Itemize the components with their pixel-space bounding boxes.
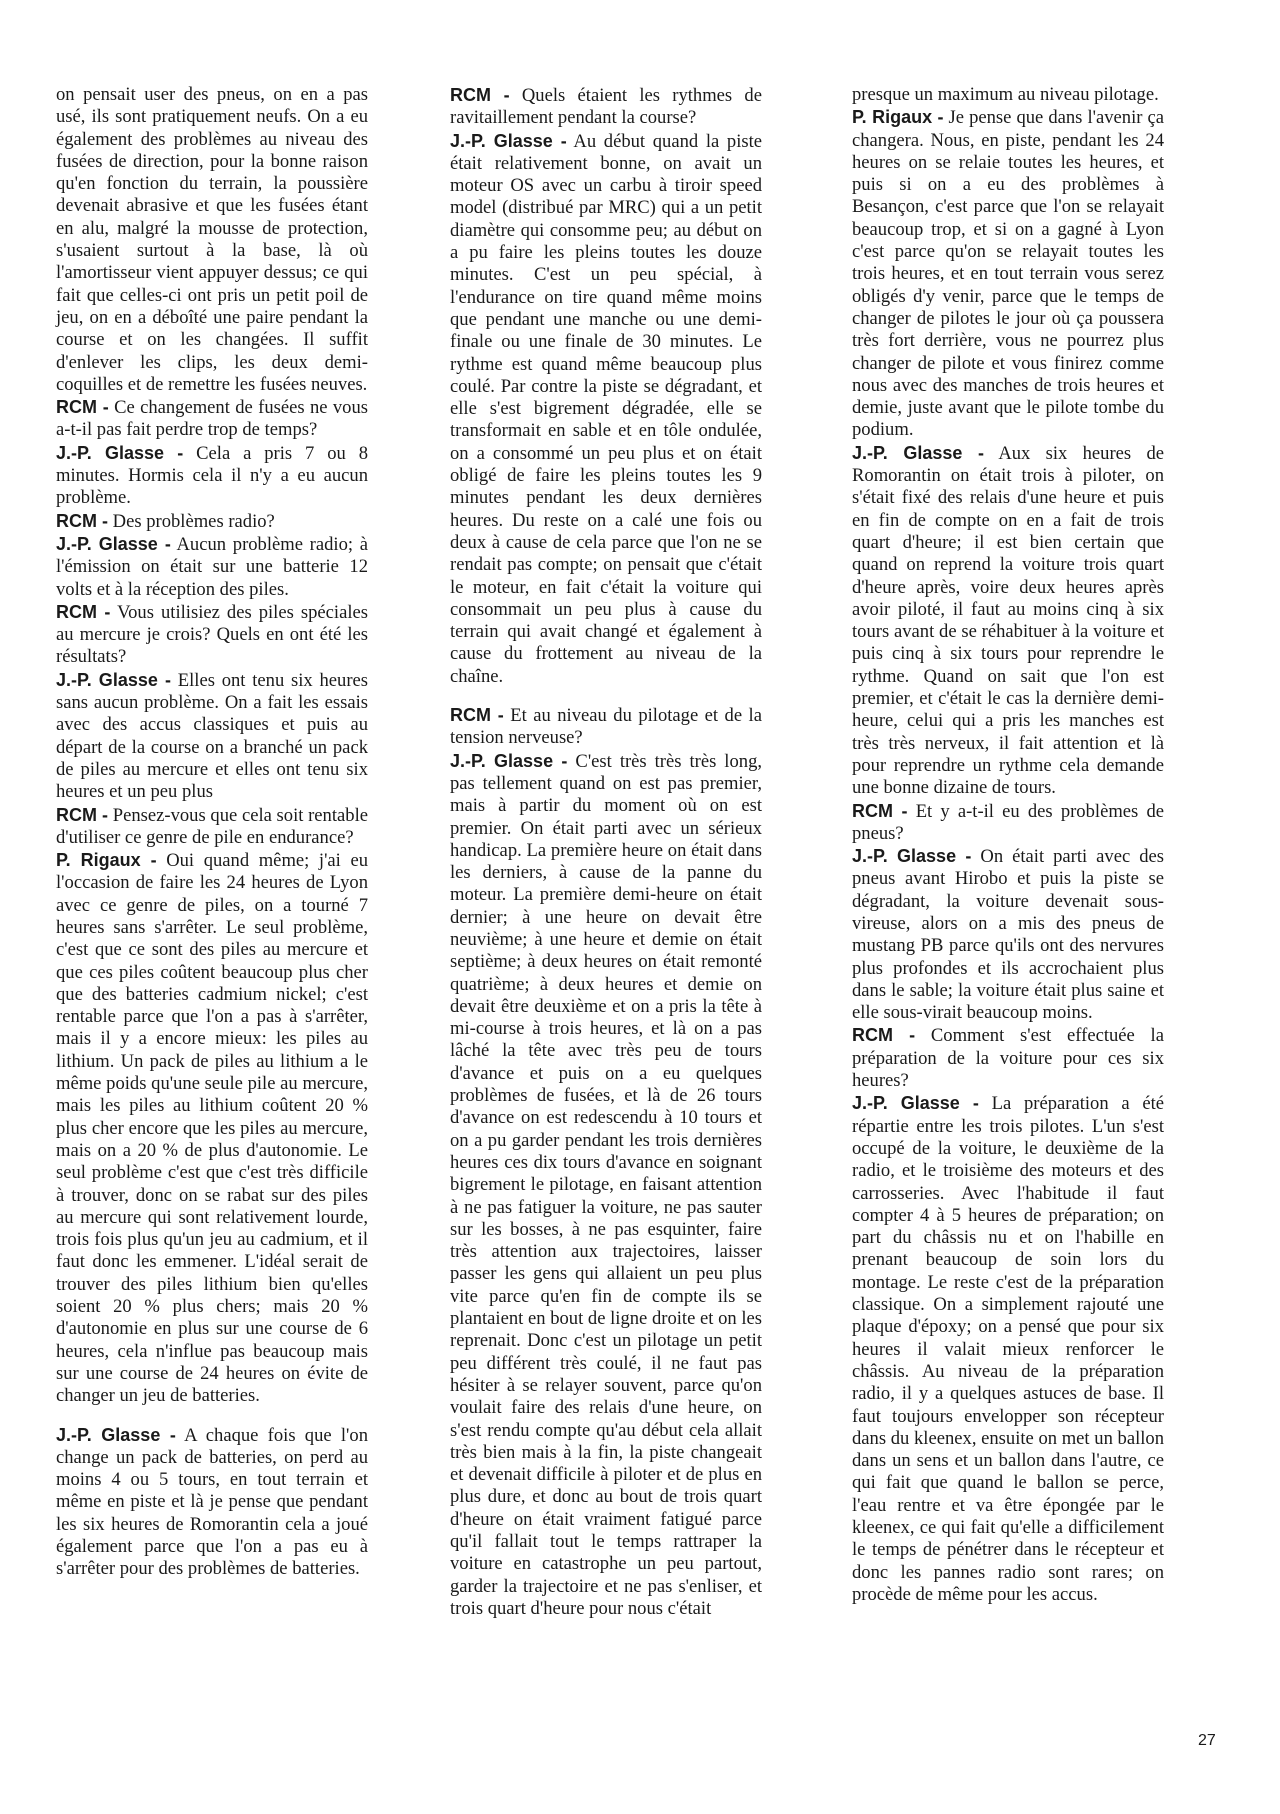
interview-paragraph <box>56 533 368 601</box>
text-column-3 <box>852 84 1164 1606</box>
paragraph-text: presque un maximum au niveau pilotage. <box>852 84 1159 105</box>
paragraph-text: Quels étaient les rythmes de ravitaillement pendant la course? <box>450 85 762 129</box>
interview-paragraph <box>56 396 368 442</box>
interview-paragraph <box>450 704 762 750</box>
paragraph-text: Ce changement de fusées ne vous a-t-il pas fait perdre trop de temps? <box>56 397 368 441</box>
interview-paragraph <box>56 84 368 396</box>
paragraph-text: C'est très très très long, pas tellement quand on est pas premier, mais à partir du moment où on est premier. On était parti avec un sérieux handicap. La première heure on était dans les derniers, à cause de la panne du moteur. La première demi-heure on était dernier; à une heure on devait être neuvième; à une heure et demie on était septième; à deux heures on était remonté quatrième; à deux heures et demie on devait être deuxième et on a pris la tête à mi-course à trois heures, et là on a pas lâché la tête avec très peu de tours d'avance et puis on a eu quelques problèmes de fusées, et là de 26 tours d'avance on est redescendu à 10 tours et on a pu garder pendant les trois dernières heures ces dix tours d'avance en soignant bigrement le pilotage, en faisant attention à ne pas fatiguer la voiture, ne pas sauter sur les bosses, à ne pas esquinter, faire très attention aux trajectoires, laisser passer les gens qui allaient un peu plus vite parce qu'en fin de compte ils se plantaient en bout de ligne droite et on les reprenait. Donc c'est un pilotage un petit peu différent très coulé, il ne faut pas hésiter à se relayer souvent, parce qu'on voulait faire des relais d'une heure, on s'est rendu compte qu'au début cela allait très bien mais à la fin, la piste changeait et devenait difficile à piloter et de plus en plus dure, et donc au bout de trois quart d'heure on était vraiment fatigué parce qu'il fallait tout le temps rattraper la voiture en catastrophe un peu partout, garder la trajectoire et ne pas s'enliser, et trois quart d'heure pour nous c'était <box>450 750 763 1619</box>
speaker-name: RCM - <box>56 804 109 825</box>
paragraph-text: Pensez-vous que cela soit rentable d'utiliser ce genre de pile en endurance? <box>56 804 368 848</box>
text-column-2 <box>450 84 762 1620</box>
paragraph-text: Aux six heures de Romorantin on était trois à piloter, on s'était fixé des relais d'une heure et puis en fin de compte on en a fait de trois quart d'heure; il est bien certain que quand on reprend la voiture trois quart d'heure après, voire deux heures après avoir piloté, il faut au moins cinq à six tours avant de se réhabituer à la voiture et puis cinq à six tours pour reprendre le rythme. Quand on sait que l'on est premier, et c'était le cas la dernière demi-heure, celui qui a pris les manches est très très nerveux, il fait attention et là pour reprendre un rythme cela demande une bonne dizaine de tours. <box>852 442 1165 799</box>
speaker-name: J.-P. Glasse - <box>450 130 567 151</box>
speaker-name: J.-P. Glasse - <box>852 442 985 463</box>
speaker-name: RCM - <box>450 85 510 105</box>
speaker-name: J.-P. Glasse - <box>852 1093 979 1114</box>
paragraph-text: Vous utilisiez des piles spéciales au mercure je crois? Quels en ont été les résultats? <box>56 601 368 668</box>
page-number: 27 <box>1198 1732 1216 1749</box>
interview-paragraph <box>852 845 1164 1024</box>
paragraph-text: Et y a-t-il eu des problèmes de pneus? <box>852 800 1164 844</box>
paragraph-text: La préparation a été répartie entre les trois pilotes. L'un s'est occupé de la voiture, le deuxième de la radio, et le troisième des moteurs et des carrosseries. Avec l'habitude il faut compter 4 à 5 heures de préparation; on part du châssis nu et on l'habille en prenant beaucoup de soin lors du montage. Le reste c'est de la préparation classique. On a simplement rajouté une plaque d'époxy; on a pensé que pour six heures il valait mieux renforcer le châssis. Au niveau de la préparation radio, il y a quelques astuces de base. Il faut toujours envelopper son récepteur dans du kleenex, ensuite on met un ballon dans un sens et un ballon dans l'autre, ce qui fait que quand le ballon se perce, l'eau rentre et va être épongée par le kleenex, ce qui fait qu'elle a difficilement le temps de pénétrer dans le récepteur et donc les pannes radio sont rares; on procède de même pour les accus. <box>852 1093 1164 1605</box>
interview-paragraph <box>852 1092 1164 1606</box>
paragraph-text: Je pense que dans l'avenir ça changera. Nous, en piste, pendant les 24 heures on se relaie toutes les heures, et puis si on a eu des problèmes à Besançon, c'est parce que l'on se relayait beaucoup trop, et si on a gagné à Lyon c'est parce qu'on se relayait toutes les trois heures, et en tout terrain vous serez obligés d'y venir, parce que le temps de changer de pilotes le jour où ça poussera très fort derrière, vous ne pourrez plus changer de pilote et vous finirez comme nous avec des manches de trois heures et demie, juste avant que le pilote tombe du podium. <box>852 107 1164 441</box>
paragraph-text: Elles ont tenu six heures sans aucun problème. On a fait les essais avec des accus classiques et puis au départ de la course on a branché un pack de piles au mercure et elles ont tenu six heures et un peu plus <box>56 669 369 803</box>
paragraph-text: Aucun problème radio; à l'émission on était sur une batterie 12 volts et à la réception des piles. <box>56 533 368 600</box>
text-column-1 <box>56 84 368 1581</box>
speaker-name: J.-P. Glasse - <box>56 1424 176 1445</box>
paragraph-text: on pensait user des pneus, on en a pas usé, ils sont pratiquement neufs. On a eu également des problèmes au niveau des fusées de direction, pour la bonne raison qu'en fonction du terrain, la poussière devenait abrasive et que les fusées étant en alu, malgré la mousse de protection, s'usaient surtout à la base, là où l'amortisseur vient appuyer dessus; ce qui fait que celles-ci ont pris un petit poil de jeu, on en a déboîté une paire pendant la course et on les changées. Il suffit d'enlever les clips, les deux demi-coquilles et de remettre les fusées neuves. <box>56 84 368 395</box>
speaker-name: J.-P. Glasse - <box>56 442 184 463</box>
interview-paragraph <box>852 84 1164 106</box>
interview-paragraph <box>450 130 762 688</box>
paragraph-text: Oui quand même; j'ai eu l'occasion de faire les 24 heures de Lyon avec ce genre de piles, on a tourné 7 heures sans s'arrêter. Le seul problème, c'est que ce sont des piles au mercure et que ces piles coûtent beaucoup plus cher que des batteries cadmium nickel; c'est rentable parce que l'on a pas à s'arrêter, mais il y a encore mieux: les piles au lithium. Un pack de piles au lithium a le même poids qu'une seule pile au mercure, mais les piles au lithium coûtent 20 % plus cher encore que les piles au mercure, mais on a 20 % de plus d'autonomie. Le seul problème c'est que c'est très difficile à trouver, donc on se rabat sur des piles au mercure qui sont relativement lourde, trois fois plus qu'un jeu au cadmium, et il faut donc les emmener. L'idéal serait de trouver des piles lithium bien qu'elles soient 20 % plus chers; mais 20 % d'autonomie en plus sur une course de 6 heures, cela n'influe pas beaucoup mais sur une course de 24 heures on évite de changer un jeu de batteries. <box>56 850 368 1407</box>
interview-paragraph <box>56 442 368 510</box>
interview-paragraph <box>56 804 368 850</box>
speaker-name: RCM - <box>56 601 111 622</box>
speaker-name: RCM - <box>450 705 504 726</box>
interview-paragraph <box>450 84 762 130</box>
interview-paragraph <box>852 106 1164 441</box>
speaker-name: P. Rigaux - <box>852 107 944 128</box>
interview-paragraph <box>56 510 368 533</box>
paragraph-text: Comment s'est effectuée la préparation de la voiture pour ces six heures? <box>852 1025 1164 1092</box>
speaker-name: J.-P. Glasse - <box>56 669 171 690</box>
speaker-name: J.-P. Glasse - <box>450 750 568 771</box>
interview-paragraph <box>56 1424 368 1581</box>
paragraph-text: Cela a pris 7 ou 8 minutes. Hormis cela il n'y a eu aucun problème. <box>56 442 369 509</box>
paragraph-text: Au début quand la piste était relativement bonne, on avait un moteur OS avec un carbu à tiroir speed model (distribué par MRC) qui a un petit diamètre qui consomme peu; au début on a pu faire les pleins toutes les douze minutes. C'est un peu spécial, à l'endurance on tire quand même moins que pendant une manche ou une demi-finale ou une finale de 30 minutes. Le rythme est quand même beaucoup plus coulé. Par contre la piste se dégradant, et elle s'est bigrement dégradée, elle se transformait en sable et en tôle ondulée, on a consommé un peu plus et on était obligé de faire les pleins toutes les 9 minutes pendant les deux dernières heures. Du reste on a calé une fois ou deux à cause de cela parce que l'on ne se rendait pas compte; on pensait que c'était le moteur, en fait c'était la voiture qui consommait un peu plus à cause du terrain qui avait changé et également à cause du frottement au niveau de la chaîne. <box>450 130 763 687</box>
interview-paragraph <box>852 1024 1164 1092</box>
paragraph-text: On était parti avec des pneus avant Hirobo et puis la piste se dégradant, la voiture devenait sous-vireuse, alors on a mis des pneus de mustang PB parce qu'ils ont des nervures plus profondes et ils accrochaient plus dans le sable; la voiture était plus saine et elle sous-virait beaucoup moins. <box>852 846 1165 1024</box>
speaker-name: J.-P. Glasse - <box>56 533 171 554</box>
speaker-name: J.-P. Glasse - <box>852 846 972 867</box>
speaker-name: RCM - <box>56 510 108 531</box>
speaker-name: RCM - <box>56 397 109 418</box>
paragraph-text: A chaque fois que l'on change un pack de batteries, on perd au moins 4 ou 5 tours, en tout terrain et même en piste et là je pense que pendant les six heures de Romorantin cela a joué également parce que l'on a pas eu à s'arrêter pour des problèmes de batteries. <box>56 1424 368 1580</box>
interview-paragraph <box>450 750 762 1621</box>
interview-paragraph <box>852 442 1164 800</box>
speaker-name: RCM - <box>852 1025 916 1046</box>
interview-paragraph <box>56 669 368 804</box>
interview-paragraph <box>852 800 1164 846</box>
interview-paragraph <box>56 849 368 1407</box>
interview-paragraph <box>56 601 368 669</box>
paragraph-text: Et au niveau du pilotage et de la tension nerveuse? <box>450 705 762 749</box>
speaker-name: P. Rigaux - <box>56 850 157 871</box>
paragraph-text: Des problèmes radio? <box>112 510 275 532</box>
speaker-name: RCM - <box>852 800 908 821</box>
